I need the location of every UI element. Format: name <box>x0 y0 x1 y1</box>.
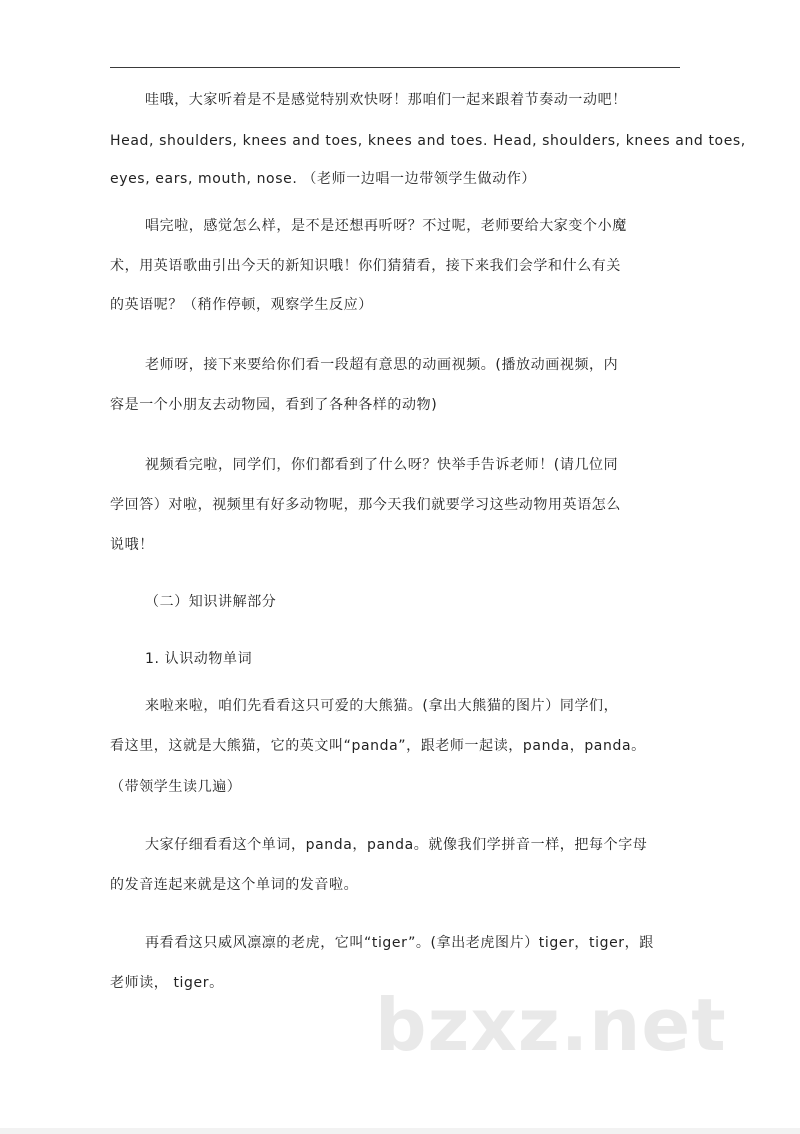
paragraph-line-12: 来啦来啦，咱们先看看这只可爱的大熊猫。(拿出大熊猫的图片）同学们， <box>145 698 619 714</box>
subsection-heading: 1. 认识动物单词 <box>145 651 253 667</box>
paragraph-line-18: 老师读， tiger。 <box>110 975 224 991</box>
paragraph-line-10: 学回答）对啦，视频里有好多动物呢，那今天我们就要学习这些动物用英语怎么 <box>110 497 621 513</box>
paragraph-line-15: 大家仔细看看这个单词，panda，panda。就像我们学拼音一样，把每个字母 <box>145 837 648 853</box>
paragraph-line-16: 的发音连起来就是这个单词的发音啦。 <box>110 877 359 893</box>
paragraph-line-6: 的英语呢？（稍作停顿，观察学生反应） <box>110 297 373 313</box>
paragraph-line-13: 看这里，这就是大熊猫，它的英文叫“panda”，跟老师一起读，panda，panda。 <box>110 738 646 754</box>
paragraph-line-1: 哇哦，大家听着是不是感觉特别欢快呀！那咱们一起来跟着节奏动一动吧！ <box>145 92 627 108</box>
watermark-text: bzxz.net <box>375 983 727 1067</box>
paragraph-line-9: 视频看完啦，同学们，你们都看到了什么呀？快举手告诉老师！(请几位同 <box>145 457 619 473</box>
page-bottom-edge <box>0 1128 800 1134</box>
paragraph-line-5: 术，用英语歌曲引出今天的新知识哦！你们猜猜看，接下来我们会学和什么有关 <box>110 258 621 274</box>
paragraph-line-8: 容是一个小朋友去动物园，看到了各种各样的动物) <box>110 397 438 413</box>
section-heading: （二）知识讲解部分 <box>145 594 277 610</box>
paragraph-line-14: （带领学生读几遍） <box>110 779 242 795</box>
paragraph-line-7: 老师呀，接下来要给你们看一段超有意思的动画视频。(播放动画视频，内 <box>145 357 619 373</box>
header-rule <box>110 67 680 68</box>
paragraph-line-4: 唱完啦，感觉怎么样，是不是还想再听呀？不过呢，老师要给大家变个小魔 <box>145 218 627 234</box>
paragraph-line-2: Head, shoulders, knees and toes, knees and toes. Head, shoulders, knees and toes, <box>110 133 746 149</box>
paragraph-line-11: 说哦！ <box>110 537 154 553</box>
paragraph-line-3: eyes, ears, mouth, nose. （老师一边唱一边带领学生做动作） <box>110 171 537 187</box>
paragraph-line-17: 再看看这只威风凛凛的老虎，它叫“tiger”。(拿出老虎图片）tiger，tiger，跟 <box>145 935 654 951</box>
